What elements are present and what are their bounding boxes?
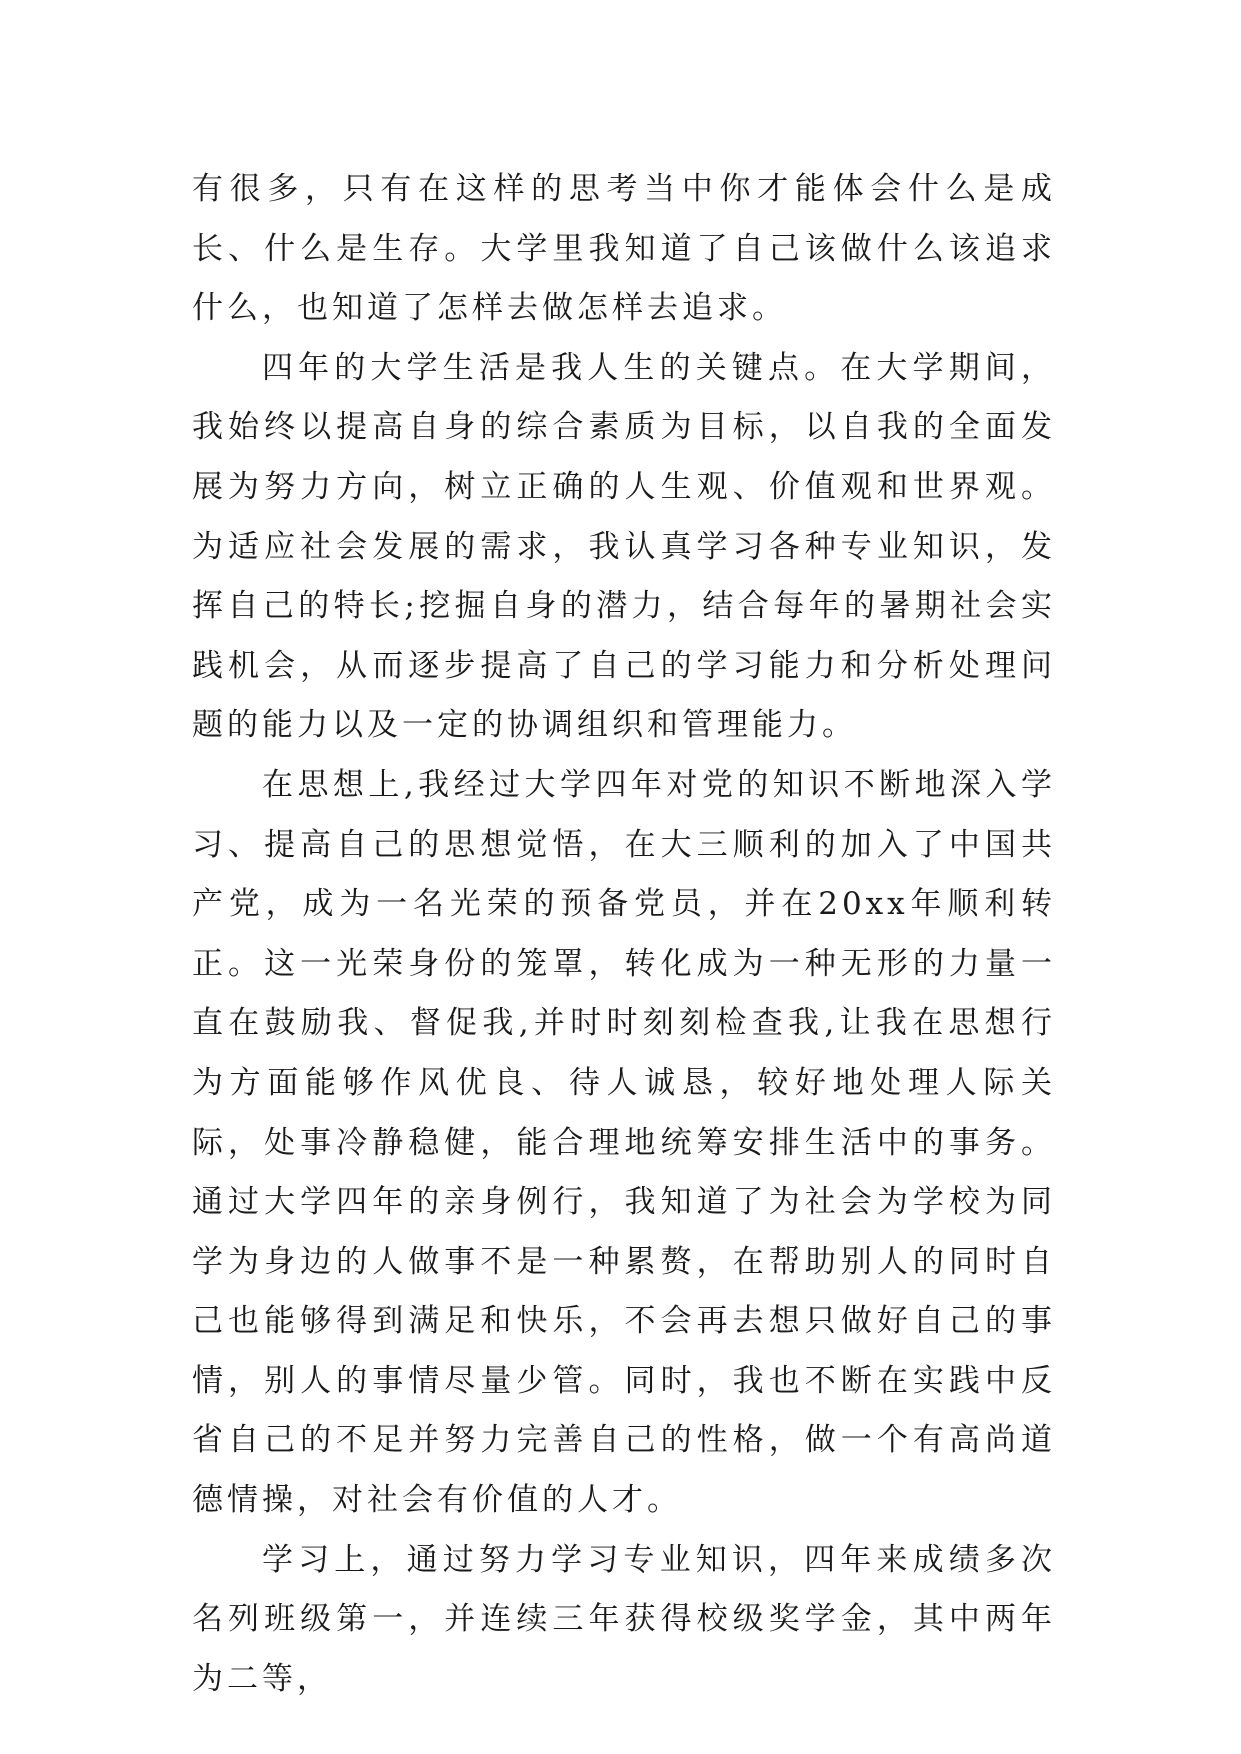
- paragraph-2: 四年的大学生活是我人生的关键点。在大学期间，我始终以提高自身的综合素质为目标，以自我的全面发展为努力方向，树立正确的人生观、价值观和世界观。为适应社会发展的需求，我认真学习各种专业知识，发挥自己的特长;挖掘自身的潜力，结合每年的暑期社会实践机会，从而逐步提高了自己的学习能力和分析处理问题的能力以及一定的协调组织和管理能力。: [192, 349, 1056, 744]
- paragraph-1: 有很多，只有在这样的思考当中你才能体会什么是成长、什么是生存。大学里我知道了自己该做什么该追求什么，也知道了怎样去做怎样去追求。: [192, 171, 1056, 327]
- paragraph-4: 学习上，通过努力学习专业知识，四年来成绩多次名列班级第一，并连续三年获得校级奖学金，其中两年为二等，: [192, 1541, 1056, 1697]
- document-body: [192, 160, 1056, 1709]
- paragraph-3: 在思想上,我经过大学四年对党的知识不断地深入学习、提高自己的思想觉悟，在大三顺利的加入了中国共产党，成为一名光荣的预备党员，并在20xx年顺利转正。这一光荣身份的笼罩，转化成为一种无形的力量一直在鼓励我、督促我,并时时刻刻检查我,让我在思想行为方面能够作风优良、待人诚恳，较好地处理人际关际，处事冷静稳健，能合理地统筹安排生活中的事务。通过大学四年的亲身例行，我知道了为社会为学校为同学为身边的人做事不是一种累赘，在帮助别人的同时自己也能够得到满足和快乐，不会再去想只做好自己的事情，别人的事情尽量少管。同时，我也不断在实践中反省自己的不足并努力完善自己的性格，做一个有高尚道德情操，对社会有价值的人才。: [192, 766, 1056, 1519]
